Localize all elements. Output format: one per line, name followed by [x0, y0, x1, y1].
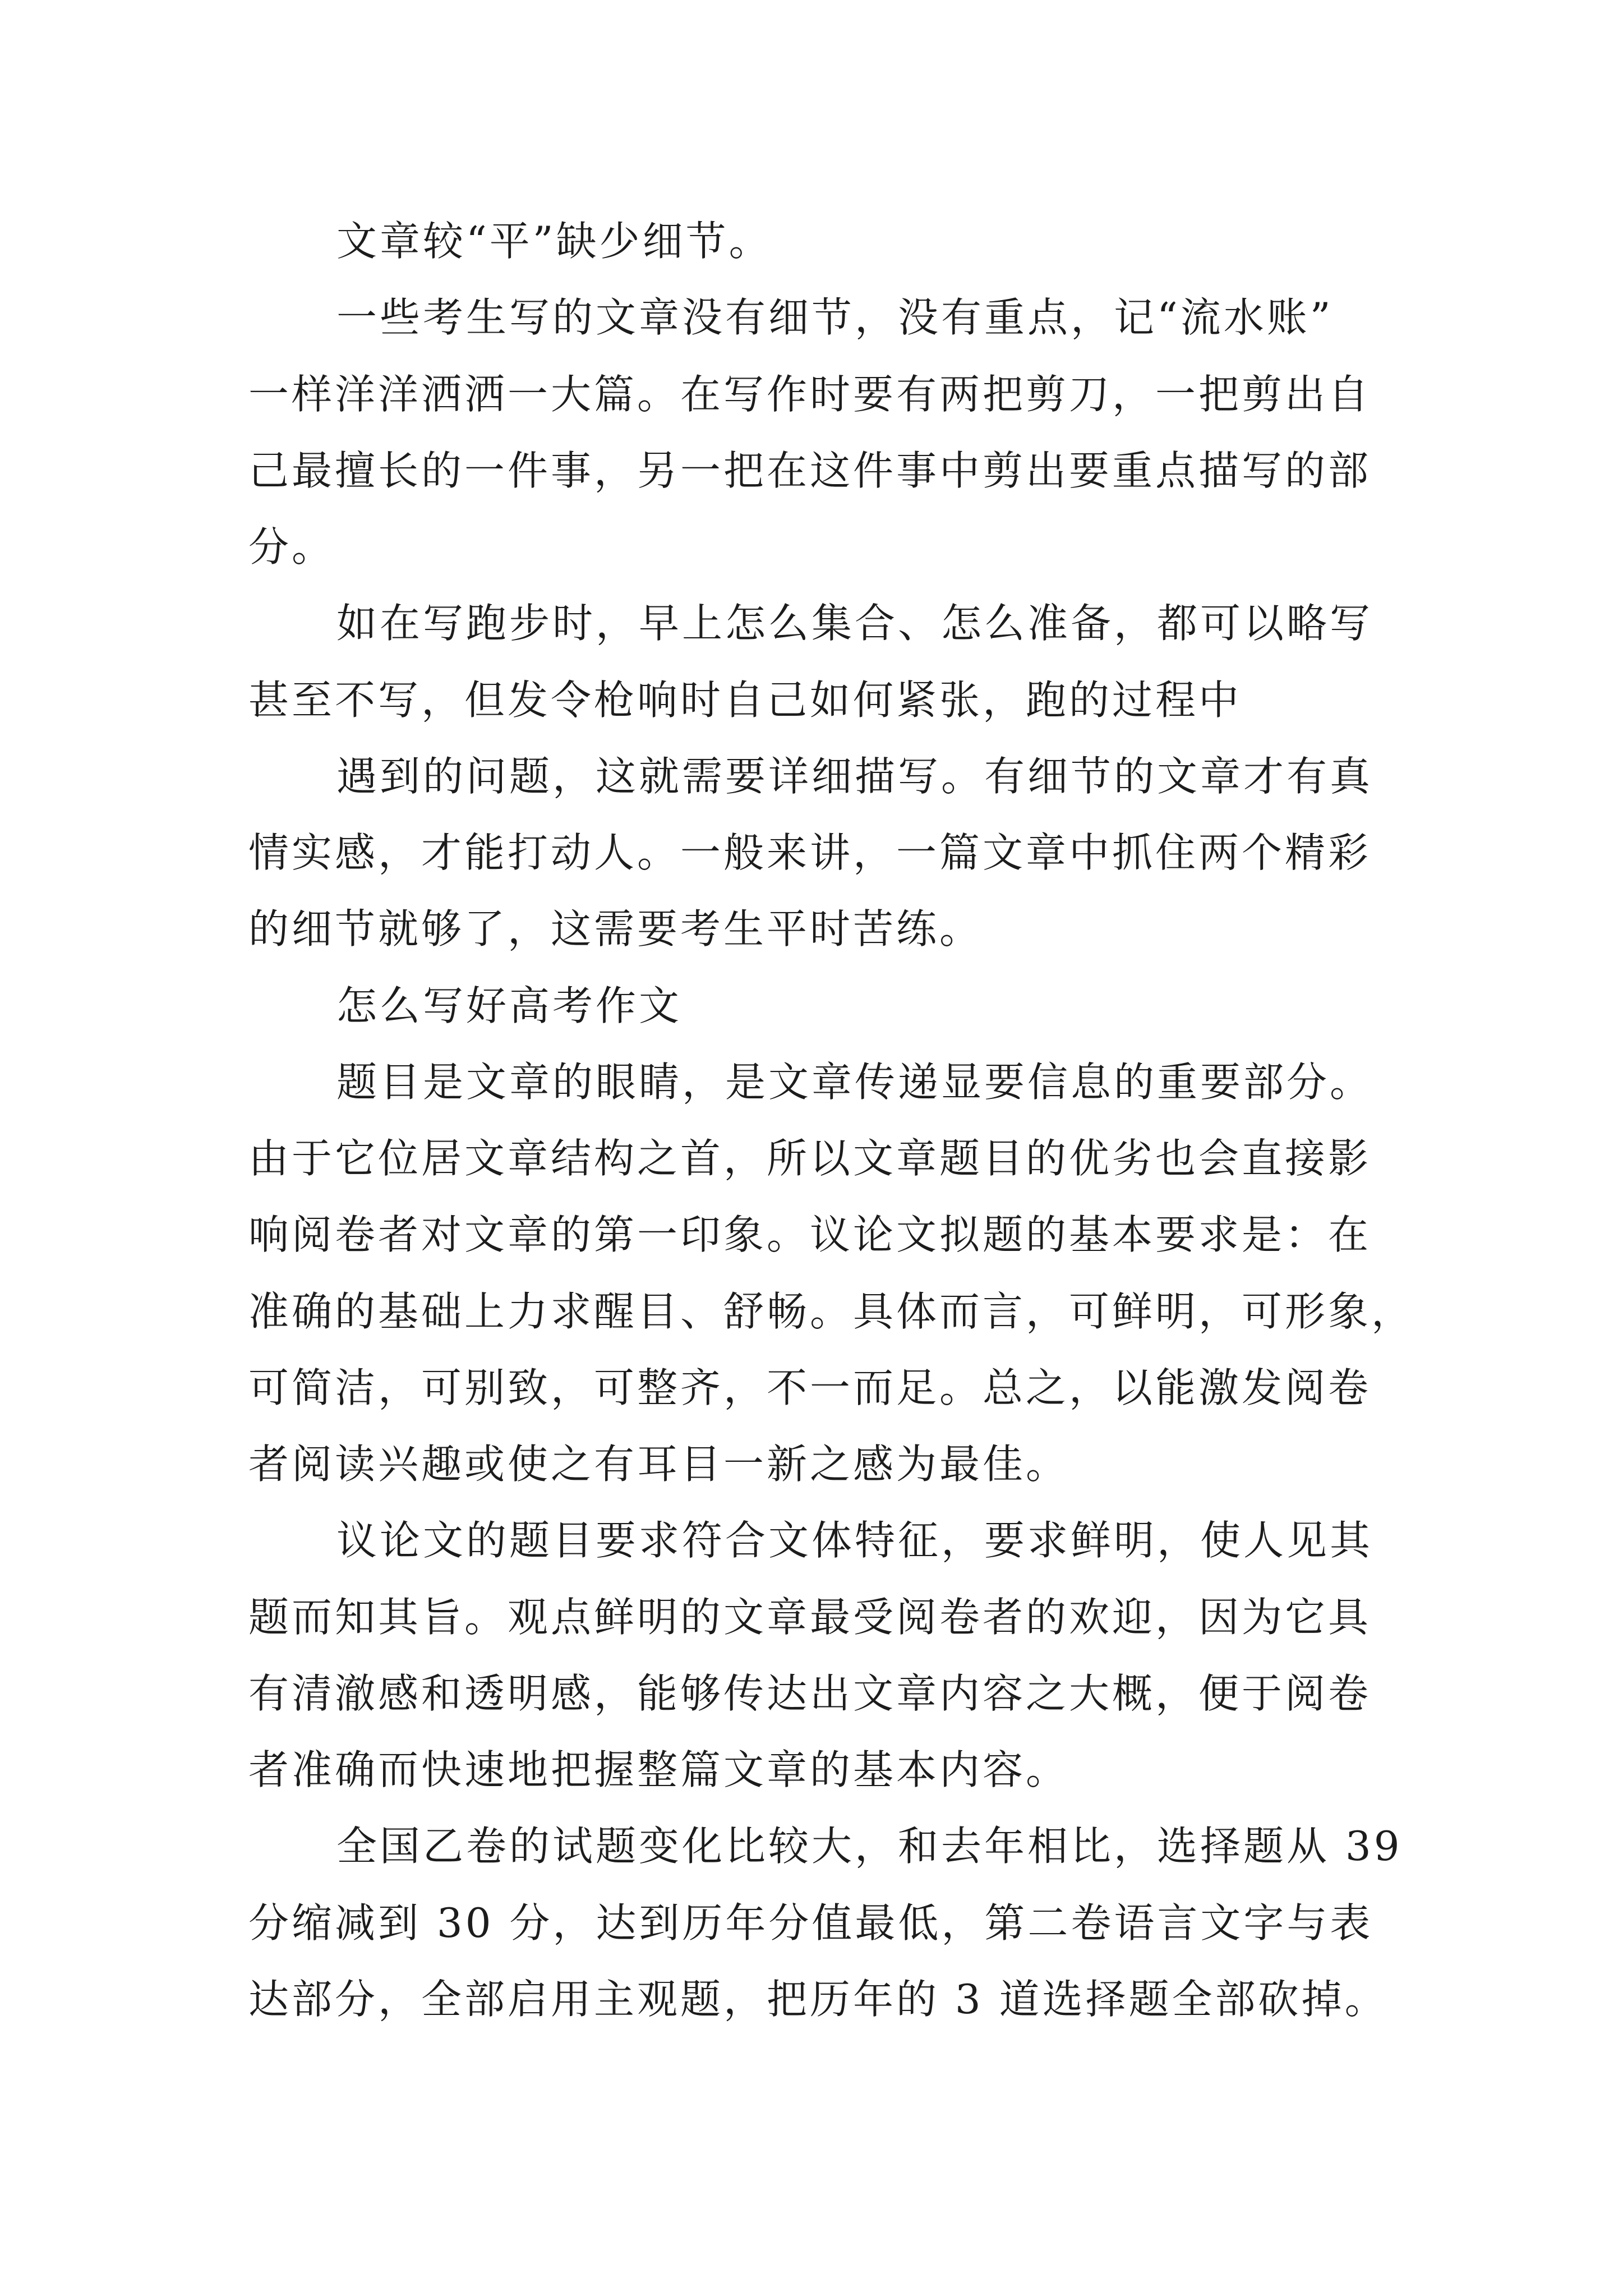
text-line: 的细节就够了，这需要考生平时苦练。 [248, 905, 983, 953]
text-line: 者准确而快速地把握整篇文章的基本内容。 [248, 1746, 1069, 1793]
document-body [248, 203, 1437, 2037]
text-line: 准确的基础上力求醒目、舒畅。具体而言，可鲜明，可形象， [248, 1287, 1415, 1335]
text-line: 情实感，才能打动人。一般来讲，一篇文章中抓住两个精彩 [248, 829, 1372, 876]
text-line: 达部分，全部启用主观题，把历年的 3 道选择题全部砍掉。 [248, 1975, 1388, 2023]
paragraph [248, 203, 1437, 279]
text-line: 有清澈感和透明感，能够传达出文章内容之大概，便于阅卷 [248, 1669, 1372, 1717]
text-line: 甚至不写，但发令枪响时自己如何紧张，跑的过程中 [248, 676, 1242, 724]
text-line: 由于它位居文章结构之首，所以文章题目的优劣也会直接影 [248, 1135, 1372, 1182]
paragraph [248, 738, 1437, 968]
heading-text: 怎么写好高考作文 [336, 982, 683, 1029]
text-line: 议论文的题目要求符合文体特征，要求鲜明，使人见其 [336, 1517, 1373, 1565]
text-line: 分缩减到 30 分，达到历年分值最低，第二卷语言文字与表 [248, 1899, 1373, 1947]
text-line: 分。 [248, 523, 335, 570]
text-line: 全国乙卷的试题变化比较大，和去年相比，选择题从 39 [336, 1823, 1403, 1870]
section-heading [248, 968, 1437, 1044]
text-line: 可简洁，可别致，可整齐，不一而足。总之，以能激发阅卷 [248, 1364, 1372, 1411]
text-line: 题目是文章的眼睛，是文章传递显要信息的重要部分。 [336, 1058, 1373, 1106]
text-line: 题而知其旨。观点鲜明的文章最受阅卷者的欢迎，因为它具 [248, 1593, 1372, 1641]
text-line: 如在写跑步时，早上怎么集合、怎么准备，都可以略写 [336, 600, 1373, 647]
text-line: 一样洋洋洒洒一大篇。在写作时要有两把剪刀，一把剪出自 [248, 370, 1372, 418]
text-line: 己最擅长的一件事，另一把在这件事中剪出要重点描写的部 [248, 447, 1372, 494]
paragraph [248, 1502, 1437, 1808]
paragraph [248, 585, 1437, 738]
text-line: 者阅读兴趣或使之有耳目一新之感为最佳。 [248, 1441, 1069, 1488]
paragraph [248, 279, 1437, 585]
text-line: 一些考生写的文章没有细节，没有重点，记“流水账” [336, 294, 1334, 342]
text-line: 文章较“平”缺少细节。 [336, 218, 772, 265]
paragraph [248, 1808, 1437, 2037]
paragraph [248, 1044, 1437, 1503]
text-line: 遇到的问题，这就需要详细描写。有细节的文章才有真 [336, 752, 1373, 800]
text-line: 响阅卷者对文章的第一印象。议论文拟题的基本要求是：在 [248, 1211, 1372, 1259]
